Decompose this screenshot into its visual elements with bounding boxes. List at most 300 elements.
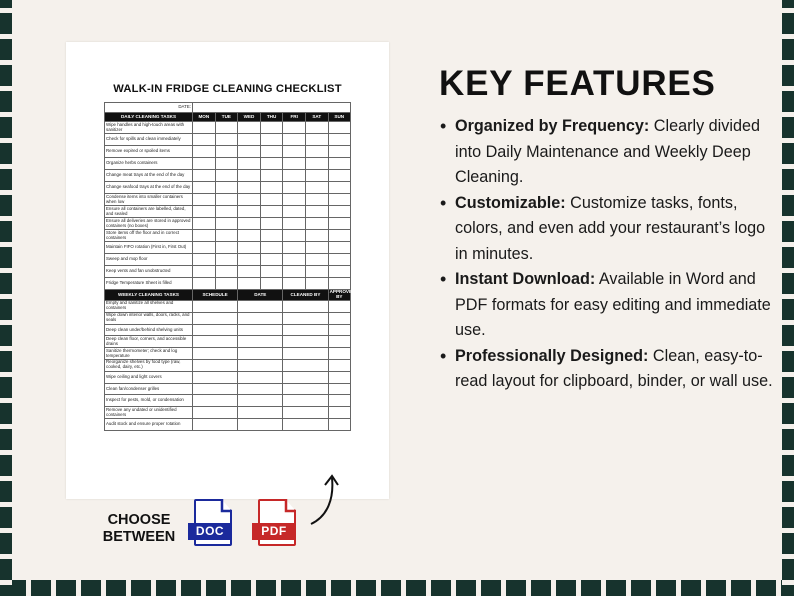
- checkbox-cell: [260, 218, 283, 230]
- daily-task-label: Store items off the floor and in correct containers: [105, 230, 193, 242]
- checkbox-cell: [193, 278, 216, 290]
- daily-task-label: Maintain FIFO rotation (First in, First Out): [105, 242, 193, 254]
- weekly-column-header: APPROVED BY: [329, 289, 356, 299]
- weekly-entry-cell: [328, 301, 350, 313]
- weekly-entry-cell: [238, 407, 283, 419]
- checkbox-cell: [305, 254, 328, 266]
- weekly-header-row: [105, 290, 351, 301]
- checkbox-cell: [305, 182, 328, 194]
- feature-description: Clearly divided into Daily Maintenance and Weekly Deep Cleaning.: [455, 117, 760, 186]
- border-tick: [76, 580, 81, 596]
- weekly-entry-cell: [328, 359, 350, 371]
- weekly-task-row: [105, 312, 351, 324]
- checkbox-cell: [283, 134, 306, 146]
- checkbox-cell: [305, 206, 328, 218]
- weekly-task-row: [105, 348, 351, 360]
- checkbox-cell: [305, 158, 328, 170]
- border-tick: [376, 580, 381, 596]
- border-tick: [0, 476, 12, 481]
- border-tick: [782, 216, 794, 221]
- border-tick: [0, 424, 12, 429]
- weekly-entry-cell: [193, 301, 238, 313]
- checkbox-cell: [283, 230, 306, 242]
- border-tick: [51, 580, 56, 596]
- weekly-entry-cell: [328, 371, 350, 383]
- weekly-task-row: [105, 383, 351, 395]
- content-card: [12, 0, 782, 580]
- checkbox-cell: [238, 194, 261, 206]
- border-tick: [0, 502, 12, 507]
- checkbox-cell: [193, 158, 216, 170]
- daily-task-row: [105, 170, 351, 182]
- border-tick: [251, 580, 256, 596]
- weekly-entry-cell: [238, 336, 283, 348]
- checkbox-cell: [215, 194, 238, 206]
- checkbox-cell: [215, 266, 238, 278]
- daily-task-label: Keep vents and fan unobstructed: [105, 266, 193, 278]
- border-tick: [782, 268, 794, 273]
- checkbox-cell: [193, 254, 216, 266]
- border-tick: [0, 138, 12, 143]
- border-tick: [0, 34, 12, 39]
- border-tick: [176, 580, 181, 596]
- bullet-icon: •: [440, 345, 447, 366]
- weekly-entry-cell: [328, 312, 350, 324]
- doc-file-fold: [222, 499, 232, 511]
- checklist-table: [104, 102, 356, 431]
- daily-task-row: [105, 254, 351, 266]
- key-features-title: KEY FEATURES: [439, 64, 716, 103]
- weekly-entry-cell: [328, 336, 350, 348]
- border-tick: [0, 372, 12, 377]
- border-tick: [351, 580, 356, 596]
- doc-file-label: DOC: [188, 523, 232, 540]
- key-features-list: [440, 114, 780, 395]
- border-tick: [782, 190, 794, 195]
- checkbox-cell: [215, 122, 238, 134]
- checkbox-cell: [193, 230, 216, 242]
- weekly-entry-cell: [193, 312, 238, 324]
- weekly-task-label: Clean fan/condenser grilles: [105, 383, 193, 395]
- border-tick: [0, 190, 12, 195]
- weekly-task-row: [105, 301, 351, 313]
- border-tick: [0, 398, 12, 403]
- weekly-entry-cell: [328, 324, 350, 336]
- border-tick: [0, 554, 12, 559]
- date-row: [105, 103, 351, 113]
- checkbox-cell: [215, 146, 238, 158]
- daily-task-label: Fridge Temperature Sheet is filled: [105, 278, 193, 290]
- checkbox-cell: [283, 122, 306, 134]
- border-tick: [782, 372, 794, 377]
- border-tick: [782, 8, 794, 13]
- checkbox-cell: [305, 146, 328, 158]
- checkbox-cell: [215, 182, 238, 194]
- border-tick: [782, 502, 794, 507]
- border-tick: [601, 580, 606, 596]
- checkbox-cell: [328, 146, 350, 158]
- checkbox-cell: [238, 134, 261, 146]
- checkbox-cell: [215, 158, 238, 170]
- border-tick: [0, 346, 12, 351]
- checkbox-cell: [238, 182, 261, 194]
- checkbox-cell: [328, 230, 350, 242]
- daily-task-row: [105, 230, 351, 242]
- checkbox-cell: [238, 146, 261, 158]
- choose-line-1: CHOOSE: [107, 512, 171, 528]
- weekly-entry-cell: [238, 383, 283, 395]
- weekly-entry-cell: [193, 348, 238, 360]
- pdf-file-icon: [254, 498, 304, 548]
- weekly-task-row: [105, 371, 351, 383]
- feature-description: Customize tasks, fonts, colors, and even add your restaurant’s logo in minutes.: [455, 193, 766, 263]
- border-tick: [0, 242, 12, 247]
- checkbox-cell: [283, 194, 306, 206]
- checkbox-cell: [328, 194, 350, 206]
- checkbox-cell: [193, 266, 216, 278]
- weekly-task-row: [105, 395, 351, 407]
- right-border-ticks: [782, 0, 794, 596]
- weekly-entry-cell: [238, 301, 283, 313]
- checkbox-cell: [215, 218, 238, 230]
- weekly-task-label: Remove any undated or unidentified containers: [105, 407, 193, 419]
- weekly-entry-cell: [283, 395, 328, 407]
- weekly-entry-cell: [283, 348, 328, 360]
- daily-task-label: Ensure all deliveries are stored in approved containers (no boxes): [105, 218, 193, 230]
- border-tick: [782, 554, 794, 559]
- day-header: FRI: [283, 113, 306, 122]
- border-tick: [626, 580, 631, 596]
- daily-task-row: [105, 278, 351, 290]
- weekly-entry-cell: [283, 371, 328, 383]
- daily-task-row: [105, 266, 351, 278]
- weekly-task-label: Empty and sanitize all shelves and containers: [105, 301, 193, 313]
- checkbox-cell: [260, 182, 283, 194]
- checkbox-cell: [305, 218, 328, 230]
- border-tick: [0, 528, 12, 533]
- weekly-task-row: [105, 359, 351, 371]
- border-tick: [751, 580, 756, 596]
- border-tick: [101, 580, 106, 596]
- checkbox-cell: [260, 242, 283, 254]
- daily-task-row: [105, 194, 351, 206]
- weekly-entry-cell: [193, 407, 238, 419]
- checklist-title: WALK-IN FRIDGE CLEANING CHECKLIST: [113, 83, 342, 95]
- border-tick: [151, 580, 156, 596]
- checkbox-cell: [193, 182, 216, 194]
- weekly-entry-cell: [283, 407, 328, 419]
- border-tick: [426, 580, 431, 596]
- border-tick: [782, 34, 794, 39]
- checkbox-cell: [238, 230, 261, 242]
- feature-name: Customizable:: [455, 193, 566, 212]
- checkbox-cell: [215, 278, 238, 290]
- checkbox-cell: [328, 278, 350, 290]
- weekly-task-label: Reorganize shelves by food type (raw, cooked, dairy, etc.): [105, 359, 193, 371]
- checkbox-cell: [215, 134, 238, 146]
- day-header: THU: [260, 113, 283, 122]
- weekly-entry-cell: [283, 324, 328, 336]
- checkbox-cell: [283, 254, 306, 266]
- checkbox-cell: [260, 278, 283, 290]
- checkbox-cell: [238, 254, 261, 266]
- bullet-icon: •: [440, 269, 447, 289]
- checkbox-cell: [328, 206, 350, 218]
- weekly-entry-cell: [193, 336, 238, 348]
- date-label: DATE:: [105, 103, 193, 113]
- doc-file-icon: [190, 498, 240, 548]
- border-tick: [782, 398, 794, 403]
- border-tick: [726, 580, 731, 596]
- weekly-entry-cell: [283, 383, 328, 395]
- weekly-entry-cell: [238, 312, 283, 324]
- border-tick: [0, 8, 12, 13]
- border-tick: [201, 580, 206, 596]
- feature-item: [440, 344, 780, 395]
- feature-description: Clean, easy-to-read layout for clipboard, binder, or wall use.: [455, 346, 773, 390]
- weekly-entry-cell: [238, 359, 283, 371]
- pdf-file-label: PDF: [252, 523, 296, 540]
- bottom-border-ticks: [12, 580, 782, 596]
- border-tick: [782, 294, 794, 299]
- weekly-entry-cell: [328, 407, 350, 419]
- weekly-task-label: Deep clean under/behind shelving units: [105, 324, 193, 336]
- checkbox-cell: [193, 242, 216, 254]
- feature-description: Available in Word and PDF formats for easy editing and immediate use.: [455, 270, 771, 339]
- weekly-entry-cell: [328, 383, 350, 395]
- weekly-entry-cell: [328, 348, 350, 360]
- checkbox-cell: [305, 266, 328, 278]
- border-tick: [782, 424, 794, 429]
- border-tick: [226, 580, 231, 596]
- daily-task-label: Ensure all containers are labelled, dated, and sealed: [105, 206, 193, 218]
- checkbox-cell: [260, 134, 283, 146]
- border-tick: [0, 216, 12, 221]
- choose-line-2: BETWEEN: [102, 529, 176, 545]
- border-tick: [782, 242, 794, 247]
- weekly-entry-cell: [238, 371, 283, 383]
- weekly-entry-cell: [193, 359, 238, 371]
- weekly-task-row: [105, 324, 351, 336]
- checkbox-cell: [328, 158, 350, 170]
- border-tick: [782, 450, 794, 455]
- checkbox-cell: [305, 242, 328, 254]
- border-tick: [0, 112, 12, 117]
- daily-task-row: [105, 206, 351, 218]
- pdf-file-fold: [286, 499, 296, 511]
- checkbox-cell: [283, 206, 306, 218]
- border-tick: [782, 112, 794, 117]
- checkbox-cell: [193, 206, 216, 218]
- weekly-entry-cell: [193, 395, 238, 407]
- border-tick: [276, 580, 281, 596]
- border-tick: [701, 580, 706, 596]
- weekly-entry-cell: [238, 348, 283, 360]
- border-tick: [776, 580, 781, 596]
- daily-task-row: [105, 122, 351, 134]
- checkbox-cell: [260, 194, 283, 206]
- checklist-sheet: [66, 42, 389, 499]
- checkbox-cell: [305, 122, 328, 134]
- checkbox-cell: [283, 218, 306, 230]
- daily-task-row: [105, 134, 351, 146]
- checkbox-cell: [238, 122, 261, 134]
- weekly-task-label: Inspect for pests, mold, or condensation: [105, 395, 193, 407]
- checkbox-cell: [260, 146, 283, 158]
- weekly-entry-cell: [283, 336, 328, 348]
- checkbox-cell: [305, 170, 328, 182]
- day-header: SAT: [305, 113, 328, 122]
- day-header: WED: [238, 113, 261, 122]
- border-tick: [0, 86, 12, 91]
- checkbox-cell: [193, 170, 216, 182]
- weekly-task-label: Wipe down interior walls, doors, racks, and seals: [105, 312, 193, 324]
- feature-item: [440, 191, 780, 268]
- border-tick: [326, 580, 331, 596]
- daily-task-label: Organize herbs containers: [105, 158, 193, 170]
- border-tick: [0, 60, 12, 65]
- weekly-task-label: Wipe ceiling and light covers: [105, 371, 193, 383]
- border-tick: [526, 580, 531, 596]
- border-tick: [676, 580, 681, 596]
- checkbox-cell: [260, 158, 283, 170]
- border-tick: [782, 320, 794, 325]
- border-tick: [782, 528, 794, 533]
- feature-name: Organized by Frequency:: [455, 117, 650, 135]
- border-tick: [782, 86, 794, 91]
- border-tick: [651, 580, 656, 596]
- weekly-entry-cell: [238, 395, 283, 407]
- daily-task-label: Remove expired or spoiled items: [105, 146, 193, 158]
- weekly-entry-cell: [283, 359, 328, 371]
- checkbox-cell: [305, 134, 328, 146]
- weekly-entry-cell: [193, 383, 238, 395]
- feature-item: [440, 114, 780, 191]
- checkbox-cell: [260, 254, 283, 266]
- weekly-entry-cell: [238, 324, 283, 336]
- border-tick: [0, 294, 12, 299]
- checkbox-cell: [193, 122, 216, 134]
- day-header: TUE: [215, 113, 238, 122]
- checkbox-cell: [283, 146, 306, 158]
- checkbox-cell: [260, 266, 283, 278]
- checkbox-cell: [283, 242, 306, 254]
- checkbox-cell: [215, 230, 238, 242]
- weekly-column-header: SCHEDULE: [193, 290, 238, 301]
- checkbox-cell: [328, 170, 350, 182]
- curved-arrow-icon: [308, 470, 342, 528]
- daily-task-label: Check for spills and clean immediately: [105, 134, 193, 146]
- choose-between-label: [83, 512, 195, 546]
- checkbox-cell: [328, 254, 350, 266]
- feature-name: Professionally Designed:: [455, 346, 649, 365]
- daily-task-row: [105, 158, 351, 170]
- border-tick: [782, 60, 794, 65]
- checkbox-cell: [215, 254, 238, 266]
- checkbox-cell: [283, 158, 306, 170]
- daily-header: DAILY CLEANING TASKS: [105, 113, 193, 122]
- weekly-header: WEEKLY CLEANING TASKS: [105, 290, 193, 301]
- bullet-icon: •: [440, 192, 447, 213]
- weekly-entry-cell: [238, 418, 283, 430]
- left-border-ticks: [0, 0, 12, 596]
- checkbox-cell: [193, 134, 216, 146]
- checkbox-cell: [238, 206, 261, 218]
- bullet-icon: •: [440, 116, 447, 136]
- border-tick: [26, 580, 31, 596]
- border-tick: [0, 268, 12, 273]
- border-tick: [782, 580, 794, 585]
- weekly-entry-cell: [193, 324, 238, 336]
- border-tick: [476, 580, 481, 596]
- weekly-column-header: CLEANED BY: [283, 290, 328, 301]
- feature-item: [440, 267, 780, 344]
- day-header: MON: [193, 113, 216, 122]
- border-tick: [0, 320, 12, 325]
- weekly-entry-cell: [193, 371, 238, 383]
- weekly-entry-cell: [283, 418, 328, 430]
- day-header: SUN: [328, 113, 350, 122]
- daily-task-row: [105, 218, 351, 230]
- border-tick: [501, 580, 506, 596]
- checkbox-cell: [238, 218, 261, 230]
- checkbox-cell: [238, 170, 261, 182]
- border-tick: [0, 164, 12, 169]
- border-tick: [0, 450, 12, 455]
- weekly-column-header: DATE: [238, 290, 283, 301]
- checkbox-cell: [193, 146, 216, 158]
- checkbox-cell: [328, 218, 350, 230]
- checkbox-cell: [283, 182, 306, 194]
- border-tick: [126, 580, 131, 596]
- weekly-entry-cell: [328, 418, 350, 430]
- weekly-task-label: Sanitize thermometer; check and log temperature: [105, 348, 193, 360]
- checkbox-cell: [328, 182, 350, 194]
- weekly-entry-cell: [193, 418, 238, 430]
- border-tick: [401, 580, 406, 596]
- border-tick: [451, 580, 456, 596]
- border-tick: [782, 138, 794, 143]
- border-tick: [576, 580, 581, 596]
- daily-task-row: [105, 242, 351, 254]
- checkbox-cell: [305, 194, 328, 206]
- checkbox-cell: [238, 242, 261, 254]
- checkbox-cell: [328, 266, 350, 278]
- checkbox-cell: [328, 134, 350, 146]
- checkbox-cell: [260, 206, 283, 218]
- checkbox-cell: [260, 230, 283, 242]
- feature-name: Instant Download:: [455, 270, 596, 288]
- daily-task-label: Change meat trays at the end of the day: [105, 170, 193, 182]
- weekly-task-row: [105, 407, 351, 419]
- border-tick: [782, 476, 794, 481]
- checkbox-cell: [260, 170, 283, 182]
- checkbox-cell: [260, 122, 283, 134]
- weekly-entry-cell: [328, 395, 350, 407]
- checkbox-cell: [283, 266, 306, 278]
- weekly-task-label: Audit stock and ensure proper rotation: [105, 418, 193, 430]
- checkbox-cell: [193, 194, 216, 206]
- weekly-task-row: [105, 336, 351, 348]
- checkbox-cell: [238, 278, 261, 290]
- border-tick: [782, 346, 794, 351]
- border-tick: [301, 580, 306, 596]
- checkbox-cell: [238, 158, 261, 170]
- checkbox-cell: [238, 266, 261, 278]
- checkbox-cell: [328, 242, 350, 254]
- checkbox-cell: [283, 278, 306, 290]
- daily-task-label: Change seafood trays at the end of the day: [105, 182, 193, 194]
